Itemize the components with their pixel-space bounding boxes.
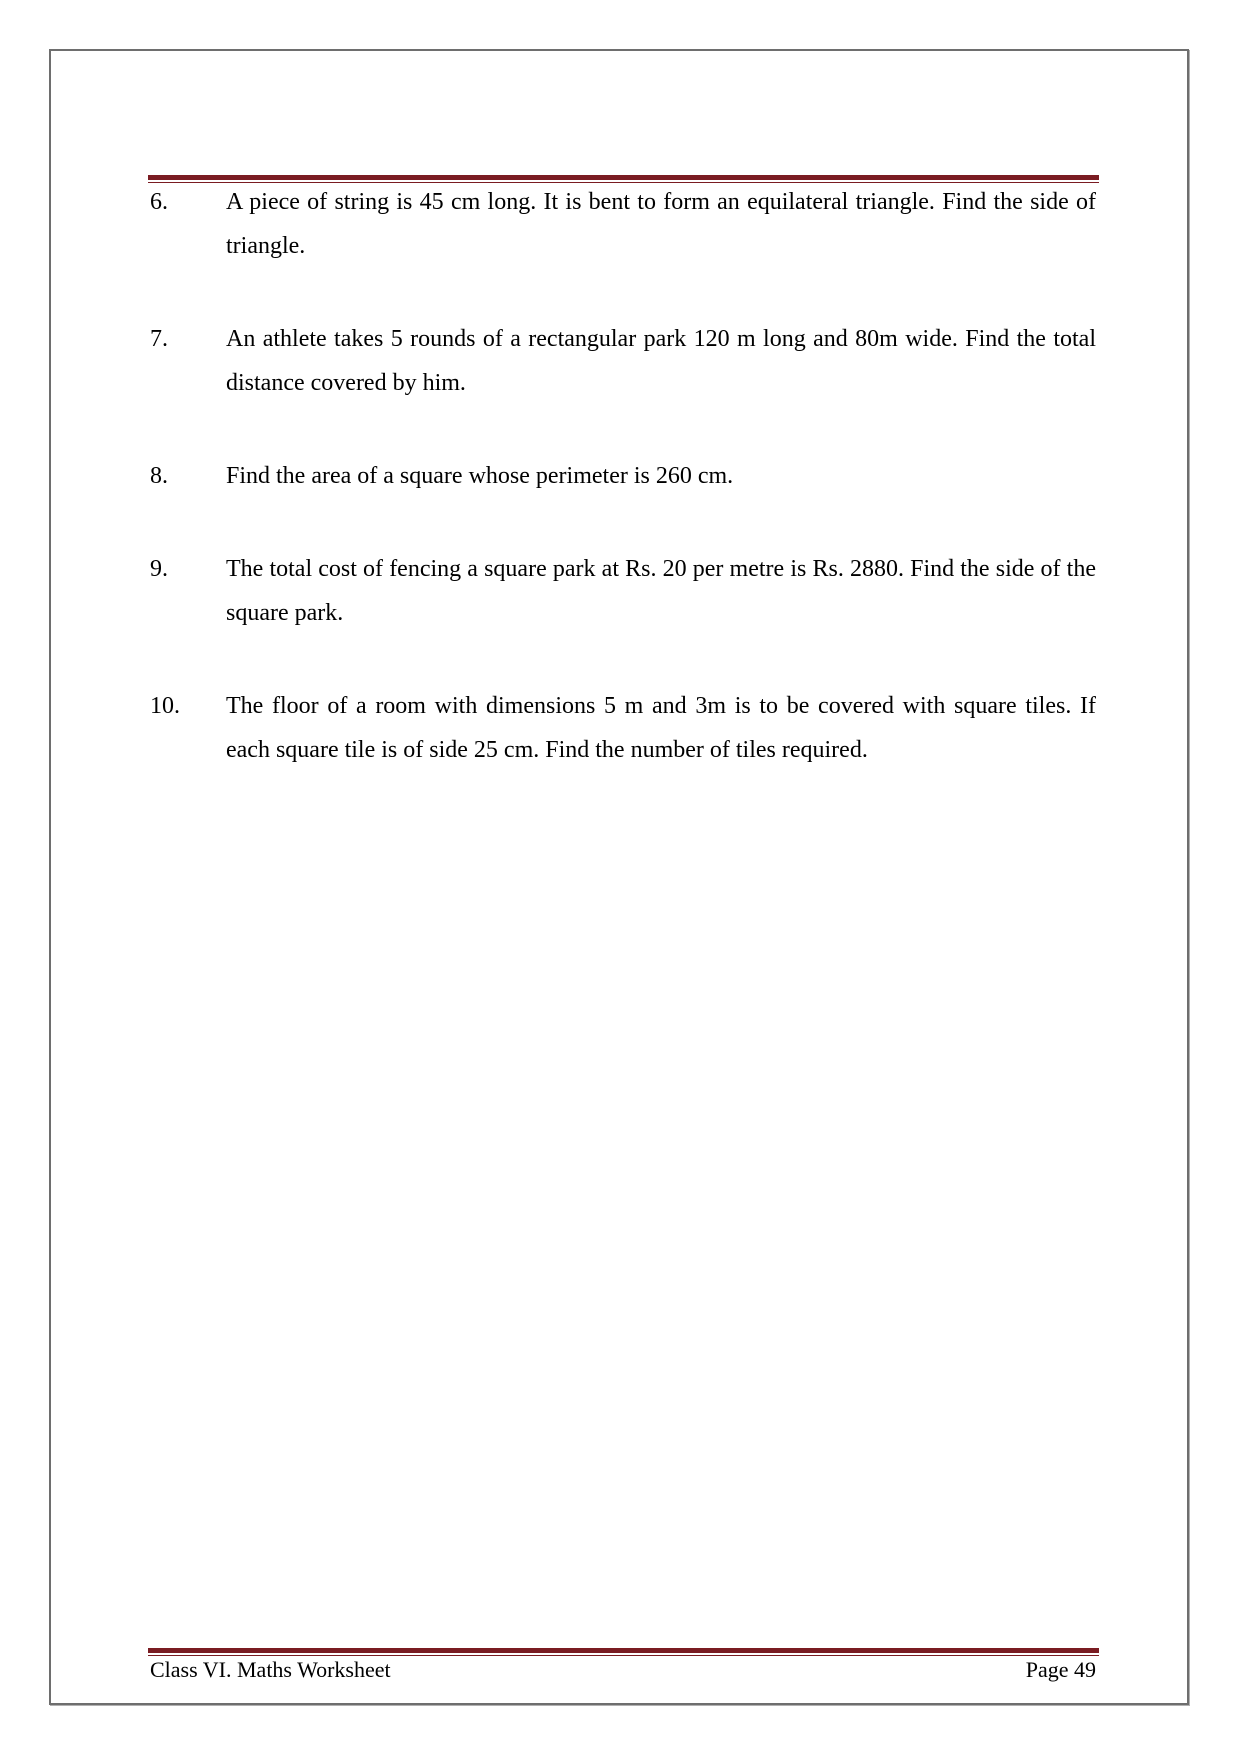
question-number: 9. [150, 556, 168, 582]
question-8 [150, 454, 1096, 498]
question-number: 7. [150, 326, 168, 352]
question-number: 8. [150, 463, 168, 489]
question-text: An athlete takes 5 rounds of a rectangular park 120 m long and 80m wide. Find the total distance covered by him. [226, 326, 1096, 396]
question-number: 6. [150, 189, 168, 215]
footer-title: Class VI. Maths Worksheet [150, 1657, 391, 1682]
question-text: The total cost of fencing a square park at Rs. 20 per metre is Rs. 2880. Find the side of the square park. [226, 556, 1096, 626]
question-text: The floor of a room with dimensions 5 m and 3m is to be covered with square tiles. If each square tile is of side 25 cm. Find the number of tiles required. [226, 693, 1096, 763]
page-footer [150, 1655, 1096, 1685]
question-number: 10. [150, 693, 180, 719]
question-9 [150, 547, 1096, 635]
question-7 [150, 317, 1096, 405]
question-text: Find the area of a square whose perimeter is 260 cm. [226, 463, 734, 489]
question-10 [150, 684, 1096, 772]
page-number: Page 49 [1025, 1657, 1096, 1682]
question-text: A piece of string is 45 cm long. It is bent to form an equilateral triangle. Find the side of triangle. [226, 189, 1096, 259]
question-6 [150, 180, 1096, 268]
question-list [150, 180, 1096, 772]
